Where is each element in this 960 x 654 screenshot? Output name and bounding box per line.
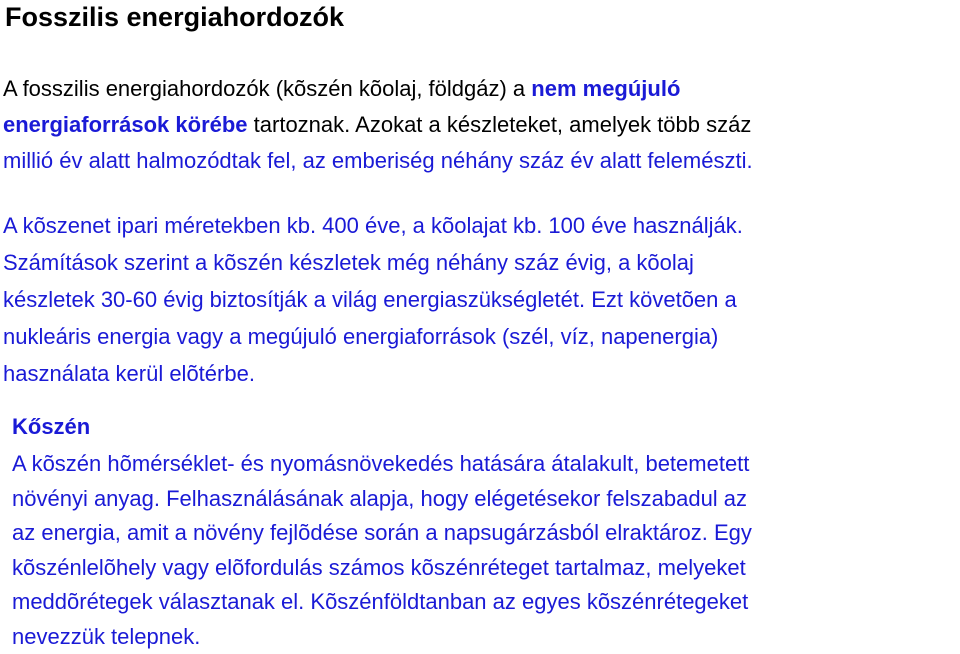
usage-line: A kõszenet ipari méretekben kb. 400 éve, a kõolajat kb. 100 éve használják. [3, 207, 955, 244]
usage-line: használata kerül elõtérbe. [3, 355, 955, 392]
usage-line: nukleáris energia vagy a megújuló energiaforrások (szél, víz, napenergia) [3, 318, 955, 355]
koszen-line: az energia, amit a növény fejlõdése során a napsugárzásból elraktároz. Egy [12, 516, 956, 551]
usage-paragraph [3, 207, 955, 392]
usage-line: készletek 30-60 évig biztosítják a világ energiaszükségletét. Ezt követõen a [3, 281, 955, 318]
koszen-line: növényi anyag. Felhasználásának alapja, hogy elégetésekor felszabadul az [12, 482, 956, 517]
highlight-energy-sources: energiaforrások körébe [3, 112, 248, 137]
koszen-line: nevezzük telepnek. [12, 620, 956, 654]
page-title: Fosszilis energiahordozók [5, 0, 344, 34]
highlight-nonrenewable: nem megújuló [531, 76, 680, 101]
intro-text: A fosszilis energiahordozók (kõszén kõolaj, földgáz) a [3, 76, 531, 101]
koszen-paragraph [12, 447, 956, 654]
intro-text: tartoznak. Azokat a készleteket, amelyek több száz [248, 112, 752, 137]
intro-paragraph [3, 71, 955, 179]
usage-line: Számítások szerint a kõszén készletek még néhány száz évig, a kõolaj [3, 244, 955, 281]
koszen-line: meddõrétegek választanak el. Kõszénföldtanban az egyes kõszénrétegeket [12, 585, 956, 620]
intro-line-1 [3, 71, 955, 107]
intro-line-3: millió év alatt halmozódtak fel, az emberiség néhány száz év alatt felemészti. [3, 143, 955, 179]
intro-line-2 [3, 107, 955, 143]
koszen-line: kõszénlelõhely vagy elõfordulás számos kõszénréteget tartalmaz, melyeket [12, 551, 956, 586]
koszen-line: A kõszén hõmérséklet- és nyomásnövekedés hatására átalakult, betemetett [12, 447, 956, 482]
section-heading-koszen: Kőszén [12, 412, 90, 442]
